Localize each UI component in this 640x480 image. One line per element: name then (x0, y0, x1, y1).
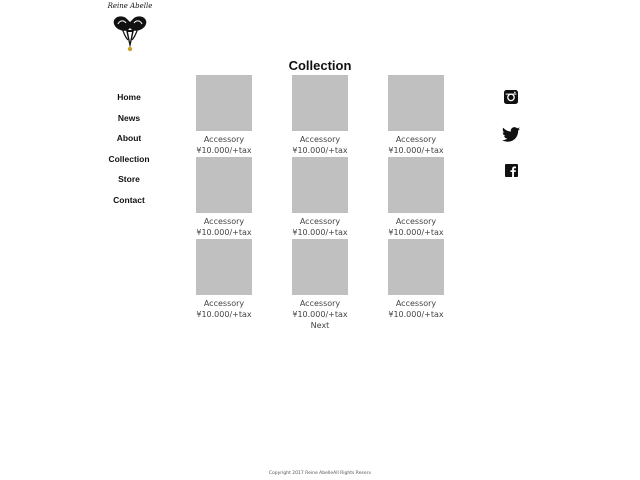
product-image[interactable] (388, 239, 444, 295)
product-name: Accessory (203, 299, 245, 308)
main-nav (88, 90, 170, 214)
nav-item-news[interactable]: News (117, 112, 141, 123)
product-image[interactable] (292, 239, 348, 295)
footer-copyright: Copyright 2017 Reine AbelleAll Rights Reserv (268, 471, 372, 476)
nav-item-store[interactable]: Store (118, 174, 140, 185)
product-card[interactable] (184, 75, 264, 156)
product-price: ¥10.000/+tax (388, 310, 444, 319)
product-image[interactable] (388, 75, 444, 131)
product-name: Accessory (395, 135, 437, 144)
instagram-icon (504, 90, 518, 104)
product-image[interactable] (196, 157, 252, 213)
product-price: ¥10.000/+tax (292, 146, 348, 155)
product-image[interactable] (292, 75, 348, 131)
instagram-link[interactable] (500, 90, 522, 112)
nav-item-contact[interactable]: Contact (113, 194, 145, 205)
product-name: Accessory (299, 299, 341, 308)
product-name: Accessory (299, 217, 341, 226)
product-card[interactable] (376, 239, 456, 320)
product-card[interactable] (376, 157, 456, 238)
product-price: ¥10.000/+tax (196, 228, 252, 237)
product-price: ¥10.000/+tax (292, 228, 348, 237)
facebook-icon (505, 164, 518, 177)
product-image[interactable] (292, 157, 348, 213)
product-name: Accessory (395, 217, 437, 226)
product-price: ¥10.000/+tax (388, 228, 444, 237)
product-card[interactable] (376, 75, 456, 156)
product-name: Accessory (203, 217, 245, 226)
nav-item-home[interactable]: Home (117, 92, 141, 102)
twitter-link[interactable] (500, 127, 522, 149)
product-card[interactable] (280, 75, 360, 156)
product-image[interactable] (196, 239, 252, 295)
product-image[interactable] (388, 157, 444, 213)
nav-item-collection[interactable]: Collection (108, 153, 150, 164)
product-price: ¥10.000/+tax (388, 146, 444, 155)
product-image[interactable] (196, 75, 252, 131)
page-title: Collection (288, 58, 352, 73)
logo-script-text: Reine Abelle (107, 2, 153, 10)
product-card[interactable] (184, 157, 264, 238)
next-page-link[interactable]: Next (310, 321, 330, 330)
product-card[interactable] (280, 239, 360, 320)
social-links (500, 90, 522, 201)
twitter-icon (502, 127, 520, 142)
product-card[interactable] (184, 239, 264, 320)
product-price: ¥10.000/+tax (196, 146, 252, 155)
product-name: Accessory (395, 299, 437, 308)
nav-item-about[interactable]: About (116, 133, 142, 144)
brand-logo[interactable] (106, 2, 154, 54)
product-name: Accessory (299, 135, 341, 144)
product-card[interactable] (280, 157, 360, 238)
facebook-link[interactable] (500, 164, 522, 186)
product-price: ¥10.000/+tax (196, 310, 252, 319)
product-name: Accessory (203, 135, 245, 144)
product-price: ¥10.000/+tax (292, 310, 348, 319)
